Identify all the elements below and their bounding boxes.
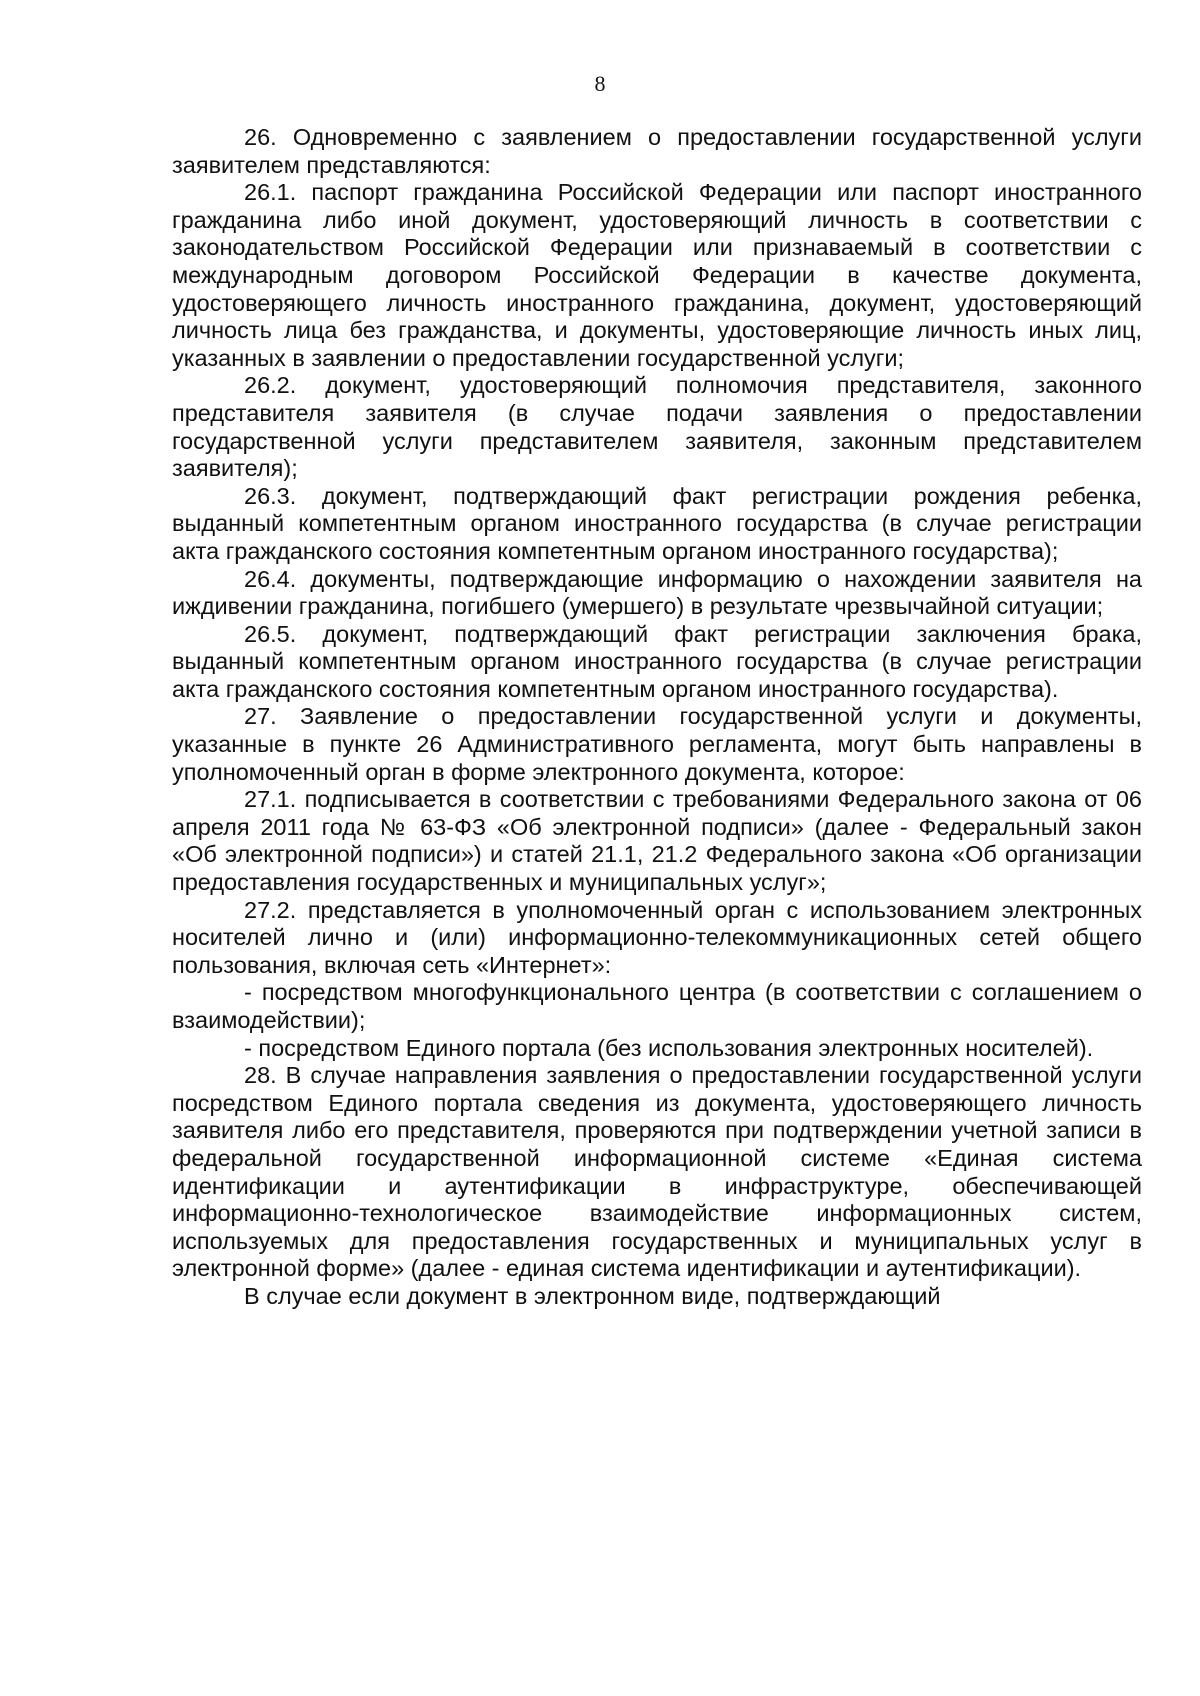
paragraph-27-1: 27.1. подписывается в соответствии с требованиями Федерального закона от 06 апреля 2011 года № 63-ФЗ «Об электронной подписи» (далее - Федеральный закон «Об электронной подписи») и статей 21.1, 21.2 Федерального закона «Об организации предоставления государственных и муниципальных услуг»; (172, 786, 1142, 896)
document-body (172, 124, 1142, 1311)
paragraph-26: 26. Одновременно с заявлением о предоставлении государственной услуги заявителем представляются: (172, 124, 1142, 178)
paragraph-26-2: 26.2. документ, удостоверяющий полномочия представителя, законного представителя заявителя (в случае подачи заявления о предоставлении государственной услуги представителем заявителя, законным представителем заявителя); (172, 372, 1142, 482)
paragraph-28: 28. В случае направления заявления о предоставлении государственной услуги посредством Единого портала сведения из документа, удостоверяющего личность заявителя либо его представителя, проверяются при подтверждении учетной записи в федеральной государственной информационной системе «Единая система идентификации и аутентификации в инфраструктуре, обеспечивающей информационно-технологическое взаимодействие информационных систем, используемых для предоставления государственных и муниципальных услуг в электронной форме» (далее - единая система идентификации и аутентификации). (172, 1062, 1142, 1282)
list-item-mfc: - посредством многофункционального центра (в соответствии с соглашением о взаимодействии); (172, 979, 1142, 1033)
list-item-portal: - посредством Единого портала (без использования электронных носителей). (244, 1034, 1094, 1061)
paragraph-26-3: 26.3. документ, подтверждающий факт регистрации рождения ребенка, выданный компетентным органом иностранного государства (в случае регистрации акта гражданского состояния компетентным органом иностранного государства); (172, 482, 1142, 564)
paragraph-26-4: 26.4. документы, подтверждающие информацию о нахождении заявителя на иждивении гражданина, погибшего (умершего) в результате чрезвычайной ситуации; (172, 565, 1142, 620)
paragraph-28-continuation: В случае если документ в электронном виде, подтверждающий (244, 1282, 941, 1309)
paragraph-26-5: 26.5. документ, подтверждающий факт регистрации заключения брака, выданный компетентным органом иностранного государства (в случае регистрации акта гражданского состояния компетентным органом иностранного государства). (172, 620, 1142, 702)
paragraph-27: 27. Заявление о предоставлении государственной услуги и документы, указанные в пункте 26 Административного регламента, могут быть направлены в уполномоченный орган в форме электронного документа, которое: (172, 703, 1142, 785)
page-number: 8 (594, 71, 606, 96)
paragraph-27-2: 27.2. представляется в уполномоченный орган с использованием электронных носителей лично и (или) информационно-телекоммуникационных сетей общего пользования, включая сеть «Интернет»: (172, 896, 1142, 978)
paragraph-26-1: 26.1. паспорт гражданина Российской Федерации или паспорт иностранного гражданина либо иной документ, удостоверяющий личность в соответствии с законодательством Российской Федерации или признаваемый в соответствии с международным договором Российской Федерации в качестве документа, удостоверяющего личность иностранного гражданина, документ, удостоверяющий личность лица без гражданства, и документы, удостоверяющие личность иных лиц, указанных в заявлении о предоставлении государственной услуги; (172, 179, 1142, 371)
